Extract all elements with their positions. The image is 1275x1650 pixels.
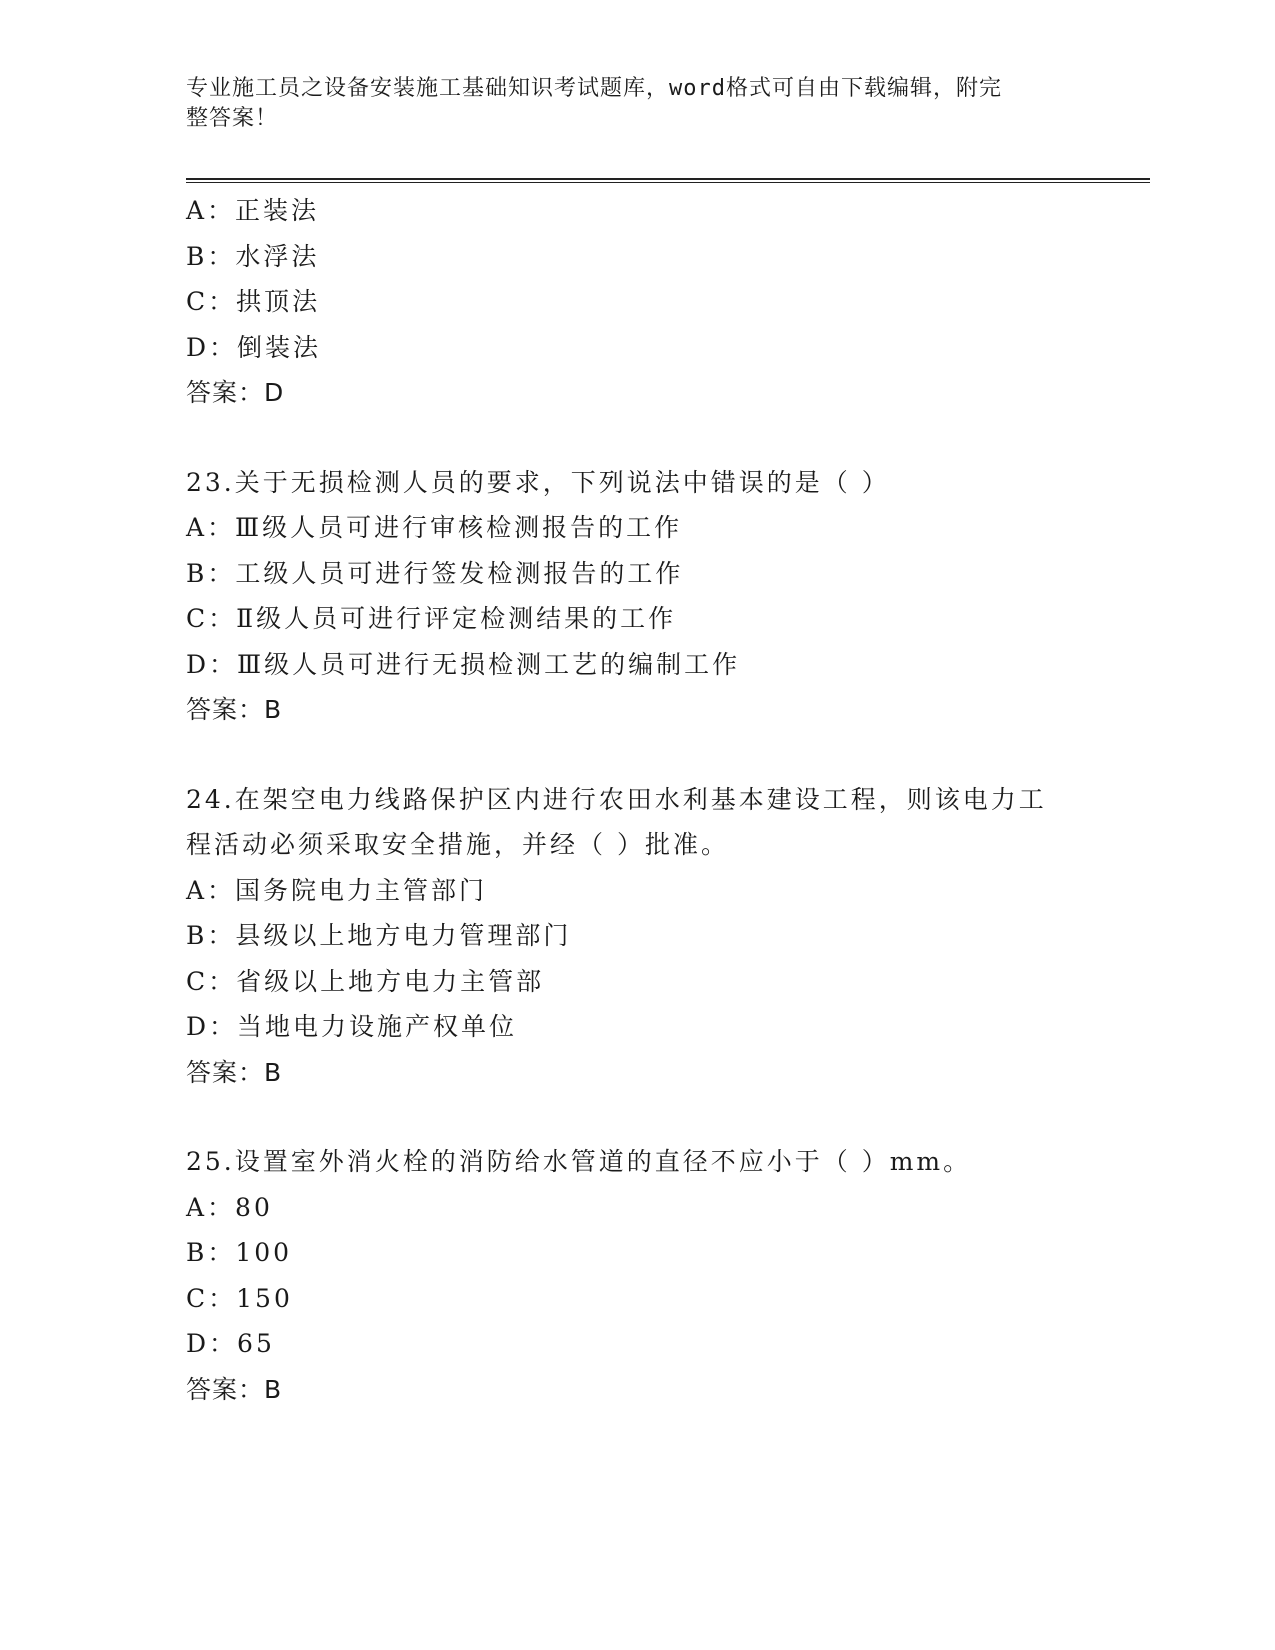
spacer bbox=[186, 733, 1086, 777]
answer: 答案：B bbox=[186, 695, 283, 724]
header-rule-thick bbox=[186, 178, 1150, 180]
header-line-2: 整答案！ bbox=[186, 106, 279, 131]
question-stem-line-2: 程活动必须采取安全措施，并经（ ）批准。 bbox=[186, 830, 729, 859]
header-line-1: 专业施工员之设备安装施工基础知识考试题库，word格式可自由下载编辑，附完 bbox=[186, 76, 1002, 101]
answer: 答案：B bbox=[186, 1057, 283, 1087]
question-24 bbox=[186, 777, 1086, 1096]
question-23 bbox=[186, 460, 1086, 733]
question-stem: 23.关于无损检测人员的要求，下列说法中错误的是（ ） bbox=[186, 467, 890, 497]
header-rule-thin bbox=[186, 182, 1150, 183]
option-a: A：国务院电力主管部门 bbox=[186, 875, 488, 905]
option-a: A：80 bbox=[186, 1192, 273, 1222]
option-c: C：Ⅱ级人员可进行评定检测结果的工作 bbox=[186, 604, 677, 633]
option-d: D：当地电力设施产权单位 bbox=[186, 1012, 518, 1041]
option-b: B：工级人员可进行签发检测报告的工作 bbox=[186, 558, 684, 588]
option-a: A：Ⅲ级人员可进行审核检测报告的工作 bbox=[186, 513, 683, 542]
option-c: C：拱顶法 bbox=[186, 287, 321, 316]
option-a: A：正装法 bbox=[186, 196, 320, 225]
question-stem: 25.设置室外消火栓的消防给水管道的直径不应小于（ ）mm。 bbox=[186, 1147, 972, 1176]
spacer bbox=[186, 1095, 1086, 1139]
option-d: D：倒装法 bbox=[186, 332, 322, 362]
option-c: C：省级以上地方电力主管部 bbox=[186, 966, 545, 996]
option-d: D：65 bbox=[186, 1329, 275, 1358]
option-b: B：100 bbox=[186, 1238, 293, 1267]
answer: 答案：D bbox=[186, 378, 285, 407]
option-b: B：县级以上地方电力管理部门 bbox=[186, 921, 572, 950]
option-d: D：Ⅲ级人员可进行无损检测工艺的编制工作 bbox=[186, 649, 741, 679]
question-25 bbox=[186, 1139, 1086, 1412]
answer: 答案：B bbox=[186, 1374, 283, 1404]
question-list bbox=[186, 188, 1086, 1412]
option-b: B：水浮法 bbox=[186, 241, 320, 271]
option-c: C：150 bbox=[186, 1283, 293, 1313]
spacer bbox=[186, 416, 1086, 460]
question-22 bbox=[186, 188, 1086, 416]
document-header bbox=[186, 74, 1086, 134]
question-stem-line-1: 24.在架空电力线路保护区内进行农田水利基本建设工程，则该电力工 bbox=[186, 784, 1047, 814]
